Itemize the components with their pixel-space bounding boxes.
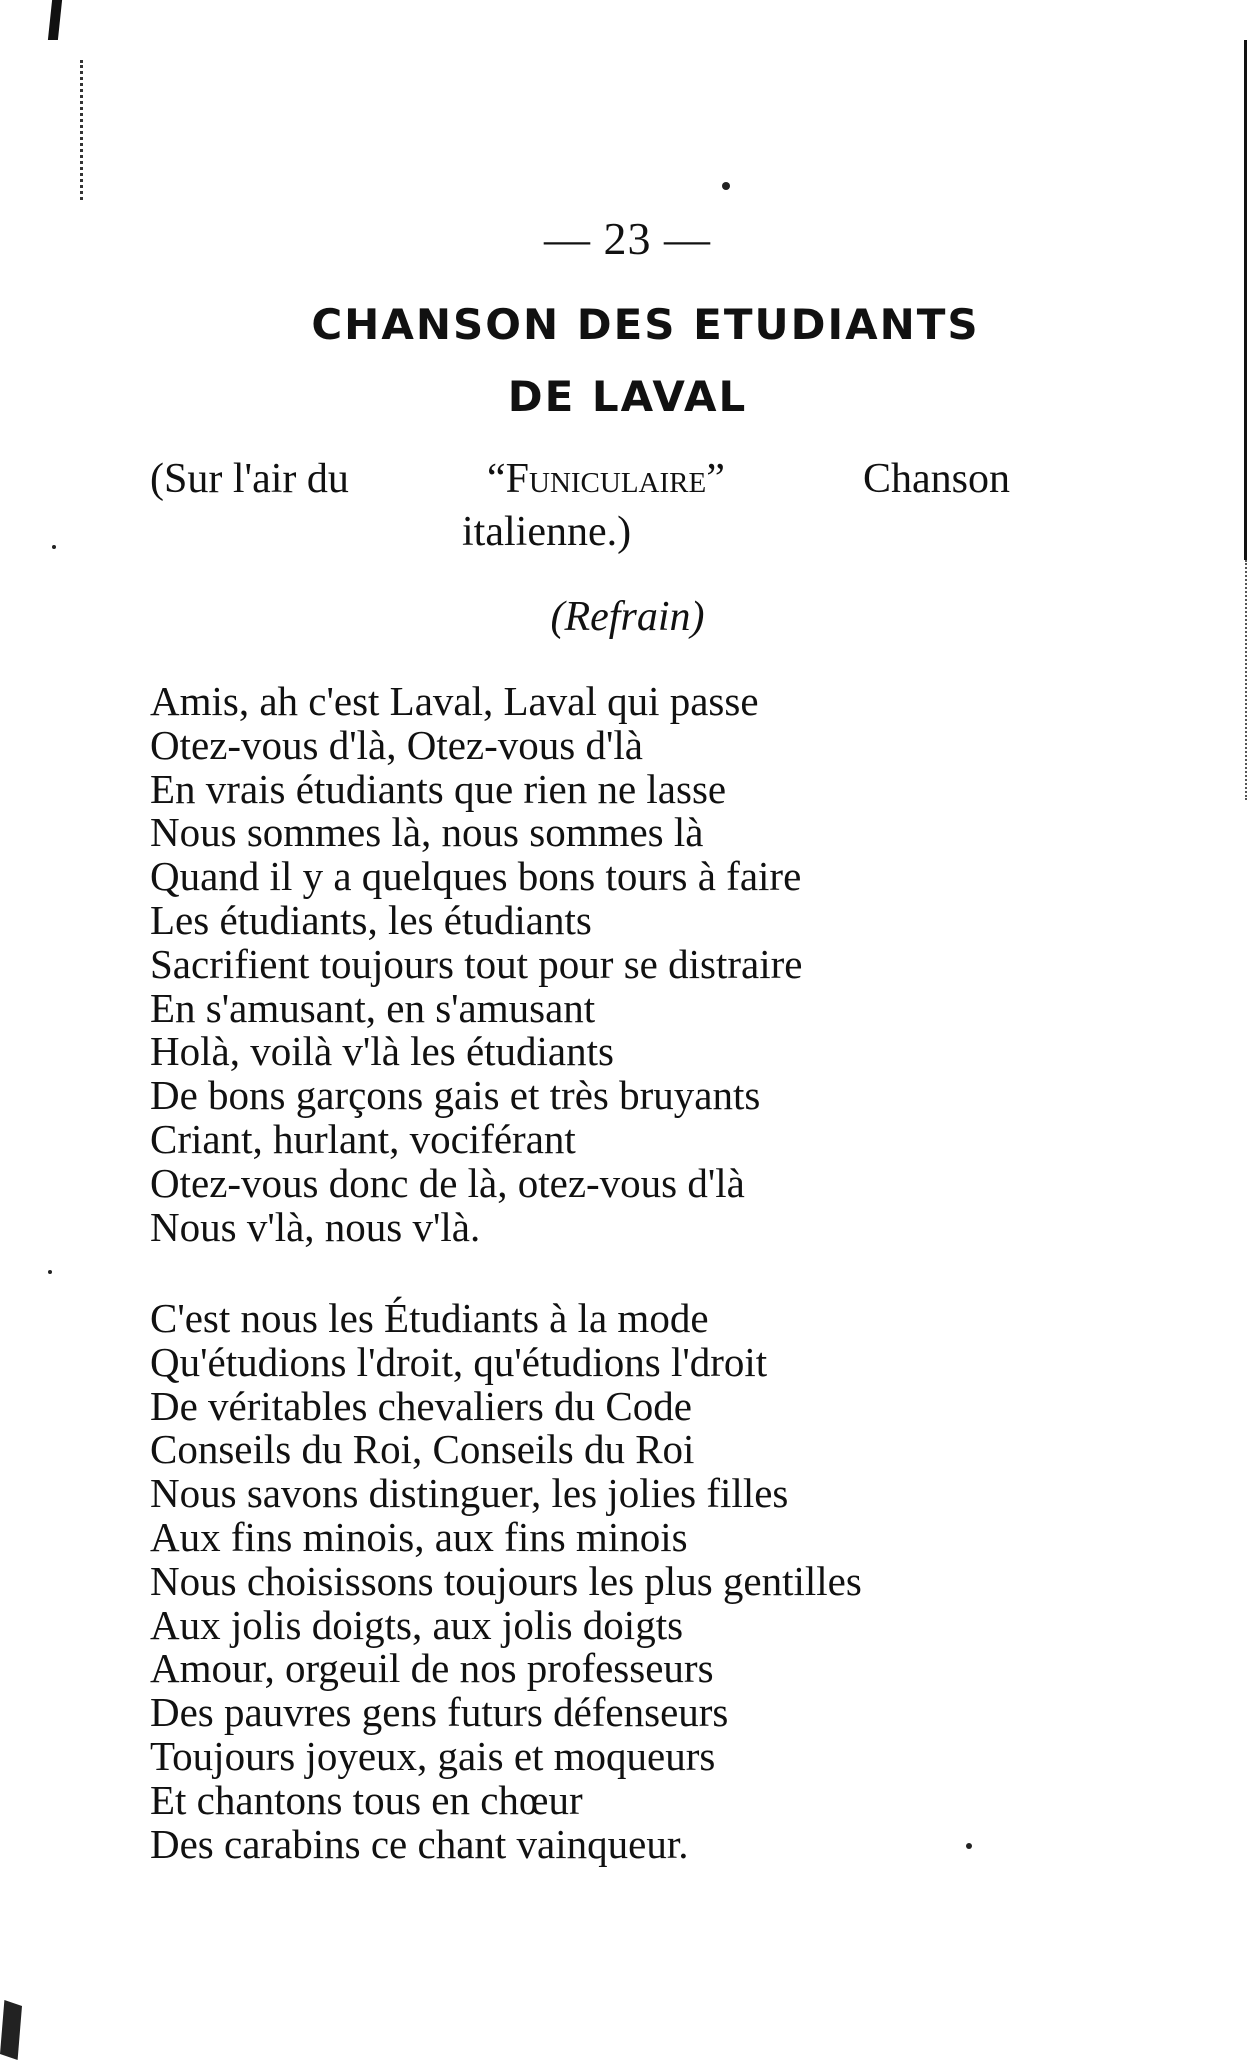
ink-speck bbox=[966, 1843, 972, 1849]
verse-line: Qu'étudions l'droit, qu'étudions l'droit bbox=[150, 1338, 768, 1385]
verse-line: Nous savons distinguer, les jolies filles bbox=[150, 1470, 789, 1517]
verse-line: En s'amusant, en s'amusant bbox=[150, 984, 596, 1031]
song-title-line2: DE LAVAL bbox=[507, 372, 748, 421]
verse-line: Conseils du Roi, Conseils du Roi bbox=[150, 1426, 695, 1473]
page-number: — 23 — bbox=[544, 213, 711, 264]
verse-line: Amis, ah c'est Laval, Laval qui passe bbox=[150, 678, 759, 724]
verse-line: Sacrifient toujours tout pour se distraire bbox=[150, 940, 803, 987]
verse-line: Nous v'là, nous v'là. bbox=[150, 1203, 481, 1250]
verse-line: Des carabins ce chant vainqueur. bbox=[150, 1820, 689, 1867]
verse-line: Otez-vous donc de là, otez-vous d'là bbox=[150, 1159, 745, 1206]
verse-line: Amour, orgeuil de nos professeurs bbox=[150, 1645, 714, 1692]
refrain-label: (Refrain) bbox=[550, 594, 705, 640]
tune-note-line2: italienne.) bbox=[462, 509, 632, 555]
verse-line: Et chantons tous en chœur bbox=[150, 1776, 583, 1823]
ink-speck bbox=[48, 1270, 52, 1274]
scan-edge-dots bbox=[80, 60, 87, 200]
verse-line: Quand il y a quelques bons tours à faire bbox=[150, 853, 802, 900]
verse-line: Otez-vous d'là, Otez-vous d'là bbox=[150, 721, 643, 768]
verse-line: Aux fins minois, aux fins minois bbox=[150, 1513, 688, 1560]
verse-line: Aux jolis doigts, aux jolis doigts bbox=[150, 1601, 684, 1648]
tune-name: “Funiculaire” bbox=[487, 456, 725, 502]
tune-note-suffix: Chanson bbox=[863, 456, 1010, 502]
verse-line: Toujours joyeux, gais et moqueurs bbox=[150, 1732, 716, 1779]
ink-speck bbox=[722, 182, 730, 190]
verse-line: Nous choisissons toujours les plus gentilles bbox=[150, 1557, 862, 1604]
scan-edge-mark bbox=[48, 0, 62, 40]
verse-line: En vrais étudiants que rien ne lasse bbox=[150, 765, 727, 812]
ink-speck bbox=[52, 545, 56, 549]
verse-line: De véritables chevaliers du Code bbox=[150, 1382, 692, 1429]
verse-line: Criant, hurlant, vociférant bbox=[150, 1115, 576, 1162]
verse-line: Holà, voilà v'là les étudiants bbox=[150, 1028, 614, 1075]
verse-line: Des pauvres gens futurs défenseurs bbox=[150, 1689, 729, 1736]
verse-line: C'est nous les Étudiants à la mode bbox=[150, 1295, 709, 1341]
verse-line: Les étudiants, les étudiants bbox=[150, 896, 592, 943]
tune-note-prefix: (Sur l'air du bbox=[150, 456, 349, 502]
verse-line: Nous sommes là, nous sommes là bbox=[150, 809, 704, 856]
tune-note-line1 bbox=[150, 455, 1010, 503]
scan-edge-mark-bottom bbox=[0, 2000, 22, 2060]
song-title-line1: CHANSON DES ETUDIANTS bbox=[311, 300, 980, 349]
second-stanza bbox=[150, 1297, 862, 1866]
refrain-stanza bbox=[150, 680, 802, 1249]
verse-line: De bons garçons gais et très bruyants bbox=[150, 1072, 761, 1119]
